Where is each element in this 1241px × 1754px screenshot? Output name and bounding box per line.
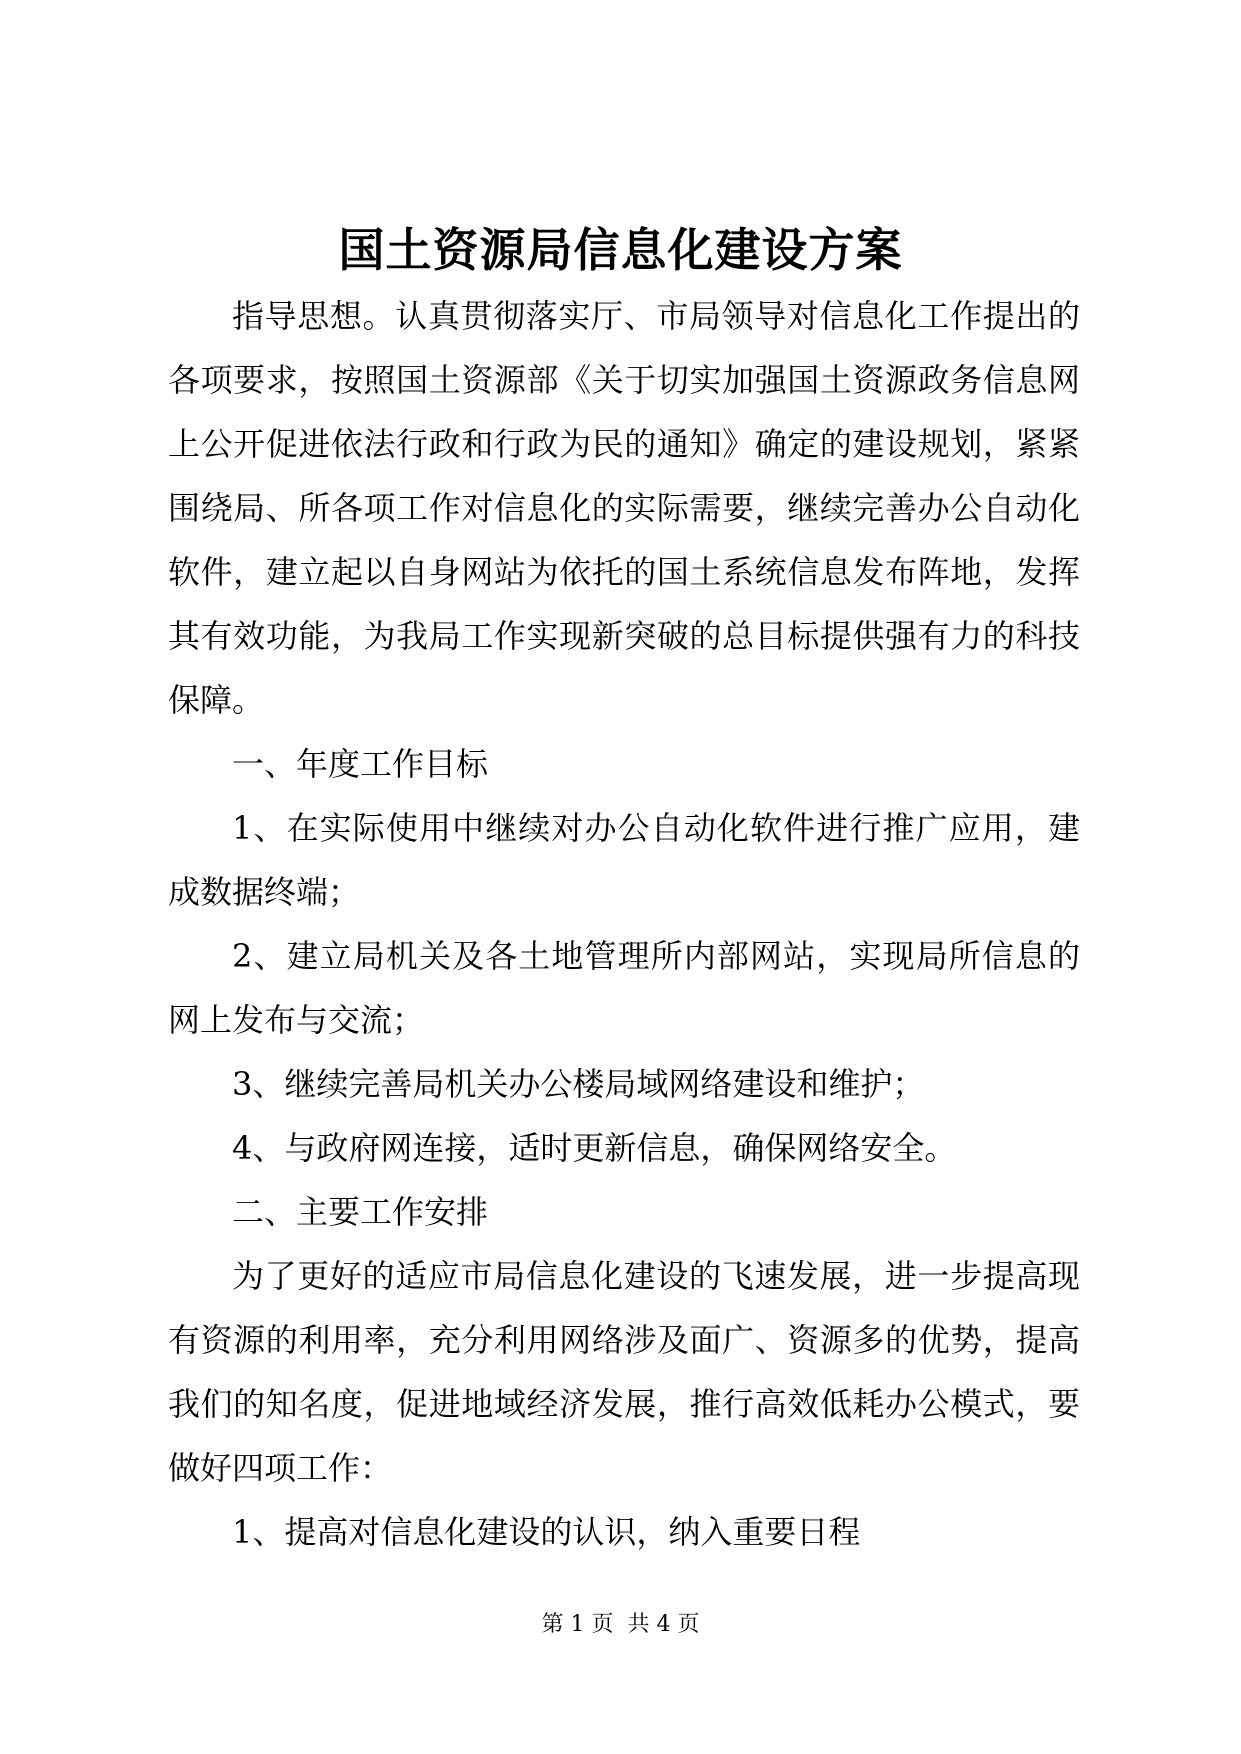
document-title: 国土资源局信息化建设方案 [338, 223, 903, 277]
document-body [168, 284, 1080, 1564]
list-item-goal-1: 1、在实际使用中继续对办公自动化软件进行推广应用，建成数据终端； [168, 809, 1080, 911]
section-heading-main-arrangements: 二、主要工作安排 [232, 1193, 489, 1231]
list-item-goal-4: 4、与政府网连接，适时更新信息，确保网络安全。 [232, 1129, 957, 1167]
list-item-goal-3: 3、继续完善局机关办公楼局域网络建设和维护； [232, 1065, 925, 1103]
page-number-label: 第 1 页 共 4 页 [541, 1612, 700, 1637]
section-heading-annual-goals: 一、年度工作目标 [232, 745, 489, 783]
page-footer [0, 1610, 1241, 1640]
list-item-goal-2: 2、建立局机关及各土地管理所内部网站，实现局所信息的网上发布与交流； [168, 937, 1080, 1039]
paragraph-guiding-idea: 指导思想。认真贯彻落实厅、市局领导对信息化工作提出的各项要求，按照国土资源部《关于切实加强国土资源政务信息网上公开促进依法行政和行政为民的通知》确定的建设规划，紧紧围绕局、所各项工作对信息化的实际需要，继续完善办公自动化软件，建立起以自身网站为依托的国土系统信息发布阵地，发挥其有效功能，为我局工作实现新突破的总目标提供强有力的科技保障。 [168, 297, 1080, 719]
paragraph-arrangements-intro: 为了更好的适应市局信息化建设的飞速发展，进一步提高现有资源的利用率，充分利用网络涉及面广、资源多的优势，提高我们的知名度，促进地域经济发展，推行高效低耗办公模式，要做好四项工作： [168, 1257, 1080, 1487]
list-item-arrangement-1: 1、提高对信息化建设的认识，纳入重要日程 [232, 1513, 861, 1551]
